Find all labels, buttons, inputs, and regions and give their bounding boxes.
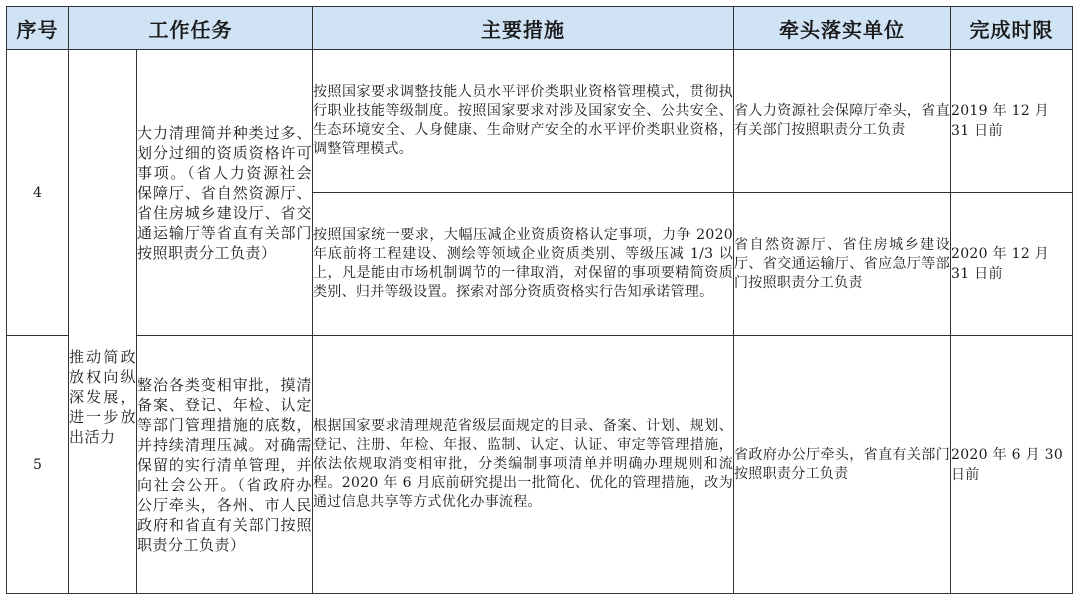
- measure-cell: 根据国家要求清理规范省级层面规定的目录、备案、计划、规划、登记、注册、年检、年报、监制、认定、认证、审定等管理措施，依法依规取消变相审批，分类编制事项清单并明确办理规则和流程。2020 年 6 月底前研究提出一批简化、优化的管理措施，改为通过信息共享等方式优化办事流程。: [313, 336, 734, 594]
- measure-cell: 按照国家要求调整技能人员水平评价类职业资格管理模式，贯彻执行职业技能等级制度。按照国家要求对涉及国家安全、公共安全、生态环境安全、人身健康、生命财产安全的水平评价类职业资格，调整管理模式。: [313, 50, 734, 193]
- table-row: [7, 336, 1073, 594]
- header-deadline: 完成时限: [951, 7, 1073, 50]
- row-seq: 5: [7, 336, 69, 594]
- header-unit: 牵头落实单位: [734, 7, 951, 50]
- header-row: [7, 7, 1073, 50]
- area-cell: [69, 50, 137, 594]
- area-text: 推动简政放权向纵深发展，进一步放出活力: [69, 347, 136, 446]
- row-seq: 4: [7, 50, 69, 336]
- table-row: [7, 50, 1073, 193]
- header-measures: 主要措施: [313, 7, 734, 50]
- task-table: [6, 6, 1073, 594]
- unit-cell: 省自然资源厅、省住房城乡建设厅、省交通运输厅、省应急厅等部门按照职责分工负责: [734, 193, 951, 336]
- measure-cell: 按照国家统一要求，大幅压减企业资质资格认定事项，力争 2020 年底前将工程建设、测绘等领域企业资质类别、等级压减 1/3 以上，凡是能由市场机制调节的一律取消，对保留的事项要精简资质类别、归并等级设置。探索对部分资质资格实行告知承诺管理。: [313, 193, 734, 336]
- task-cell: 大力清理简并种类过多、划分过细的资质资格许可事项。（省人力资源社会保障厅、省自然资源厅、省住房城乡建设厅、省交通运输厅等省直有关部门按照职责分工负责）: [137, 50, 313, 336]
- deadline-cell: 2020 年 12 月 31 日前: [951, 193, 1073, 336]
- unit-cell: 省人力资源社会保障厅牵头，省直有关部门按照职责分工负责: [734, 50, 951, 193]
- unit-cell: 省政府办公厅牵头，省直有关部门按照职责分工负责: [734, 336, 951, 594]
- deadline-cell: 2020 年 6 月 30 日前: [951, 336, 1073, 594]
- task-cell: 整治各类变相审批，摸清备案、登记、年检、认定等部门管理措施的底数，并持续清理压减。对确需保留的实行清单管理，并向社会公开。（省政府办公厅牵头，各州、市人民政府和省直有关部门按照职责分工负责）: [137, 336, 313, 594]
- header-seq: 序号: [7, 7, 69, 50]
- deadline-cell: 2019 年 12 月 31 日前: [951, 50, 1073, 193]
- header-task: 工作任务: [69, 7, 313, 50]
